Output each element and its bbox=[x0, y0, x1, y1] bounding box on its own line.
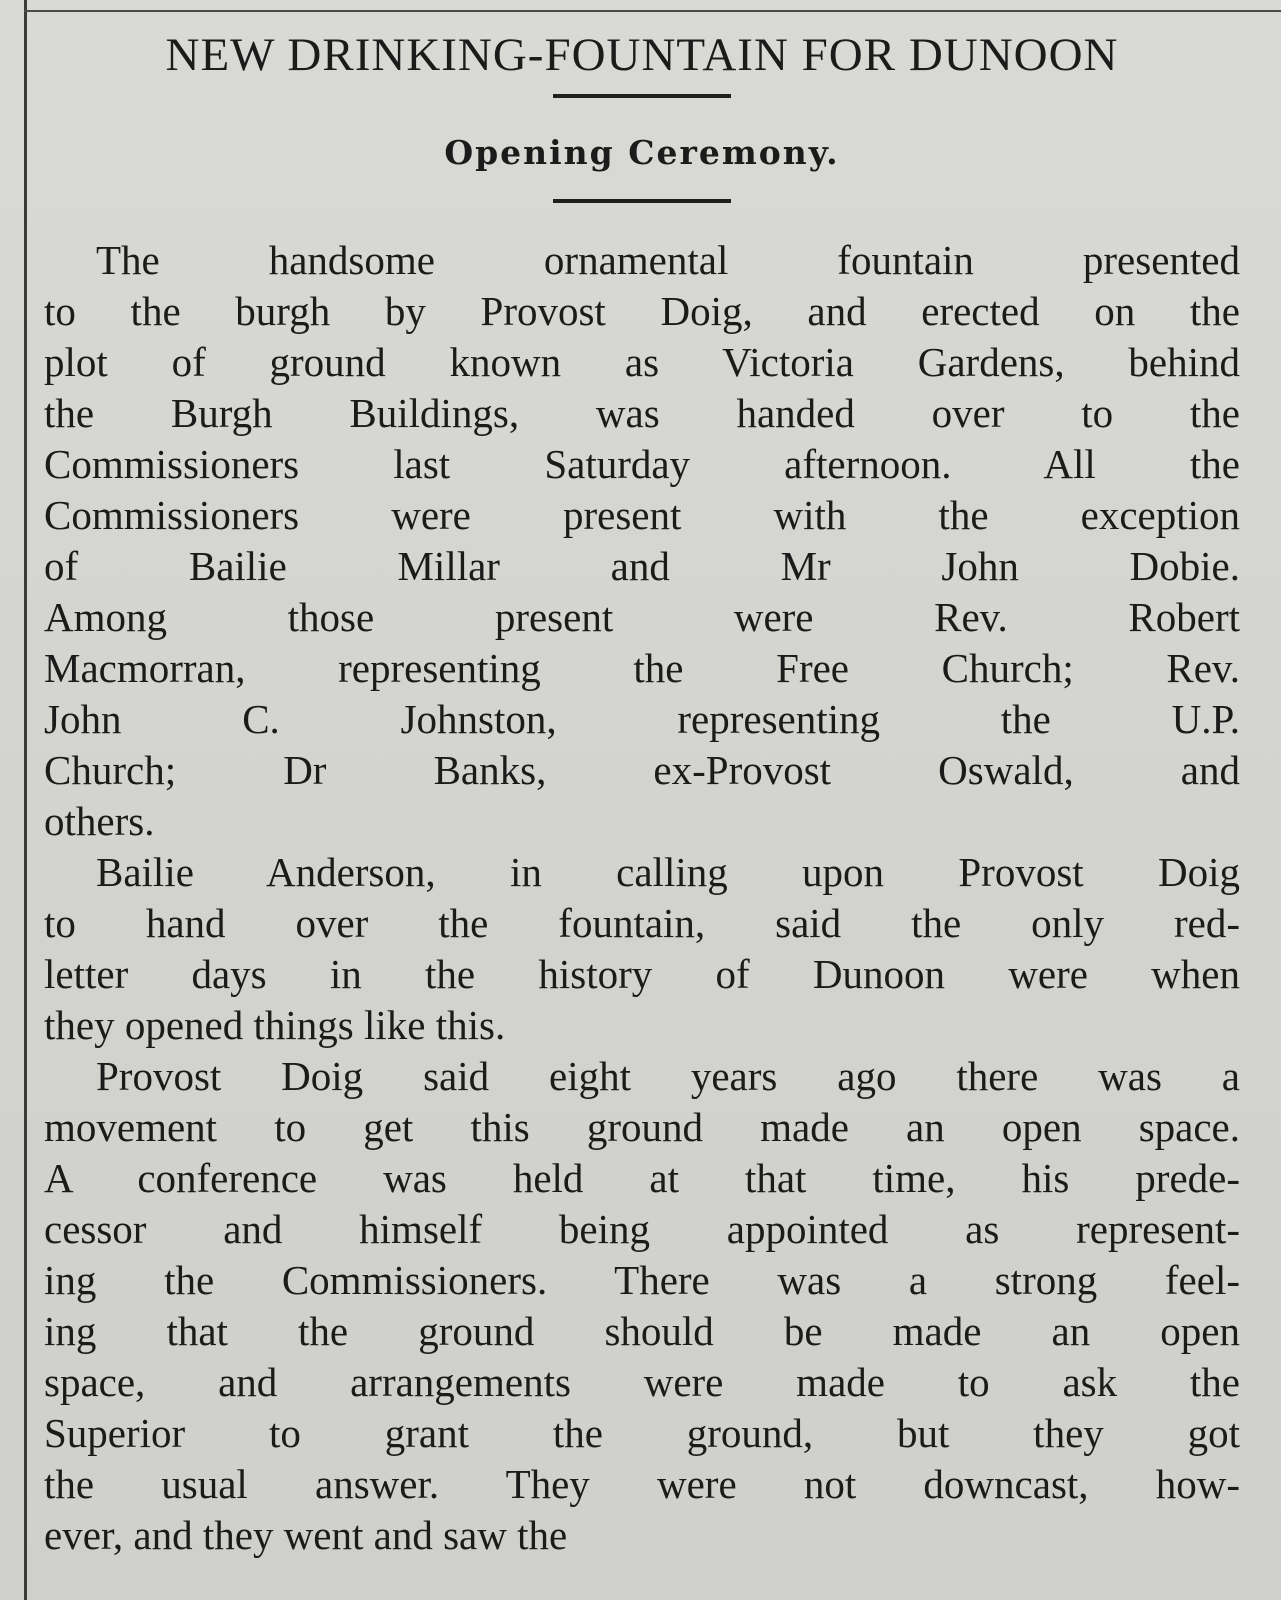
column-rule-top bbox=[24, 10, 1281, 12]
text-line: Commissioners last Saturday afternoon. All the bbox=[44, 440, 1240, 487]
text-line: ing that the ground should be made an open bbox=[44, 1307, 1240, 1354]
text-line: Provost Doig said eight years ago there was a bbox=[96, 1052, 1240, 1099]
text-line: they opened things like this. bbox=[44, 1001, 506, 1048]
text-line: Bailie Anderson, in calling upon Provost Doig bbox=[96, 848, 1240, 895]
article bbox=[44, 30, 1240, 1561]
text-line: Among those present were Rev. Robert bbox=[44, 593, 1240, 640]
text-line: Superior to grant the ground, but they got bbox=[44, 1409, 1240, 1456]
text-line: Commissioners were present with the exception bbox=[44, 491, 1240, 538]
text-line: to hand over the fountain, said the only red- bbox=[44, 899, 1240, 946]
text-line: John C. Johnston, representing the U.P. bbox=[44, 695, 1240, 742]
text-line: A conference was held at that time, his prede- bbox=[44, 1154, 1240, 1201]
text-line: to the burgh by Provost Doig, and erected on the bbox=[44, 287, 1240, 334]
article-subheadline: Opening Ceremony. bbox=[444, 132, 840, 172]
text-line: ing the Commissioners. There was a strong feel- bbox=[44, 1256, 1240, 1303]
subheadline-divider bbox=[553, 199, 731, 203]
text-line: Church; Dr Banks, ex-Provost Oswald, and bbox=[44, 746, 1240, 793]
text-line: The handsome ornamental fountain presented bbox=[96, 236, 1240, 283]
text-line: Macmorran, representing the Free Church; Rev. bbox=[44, 644, 1240, 691]
text-line: space, and arrangements were made to ask the bbox=[44, 1358, 1240, 1405]
text-line: ever, and they went and saw the bbox=[44, 1511, 568, 1558]
text-line: movement to get this ground made an open space. bbox=[44, 1103, 1240, 1150]
text-line: the Burgh Buildings, was handed over to the bbox=[44, 389, 1240, 436]
headline-divider bbox=[553, 94, 731, 98]
article-body bbox=[44, 235, 1240, 1561]
text-line: of Bailie Millar and Mr John Dobie. bbox=[44, 542, 1240, 589]
text-line: letter days in the history of Dunoon were when bbox=[44, 950, 1240, 997]
paragraph-1 bbox=[44, 235, 1240, 847]
text-line: cessor and himself being appointed as represent- bbox=[44, 1205, 1240, 1252]
paragraph-2 bbox=[44, 847, 1240, 1051]
text-line: the usual answer. They were not downcast, how- bbox=[44, 1460, 1240, 1507]
article-headline: NEW DRINKING-FOUNTAIN FOR DUNOON bbox=[165, 29, 1119, 81]
text-line: others. bbox=[44, 797, 155, 844]
column-rule-left bbox=[24, 0, 27, 1600]
text-line: plot of ground known as Victoria Gardens, behind bbox=[44, 338, 1240, 385]
paragraph-3 bbox=[44, 1051, 1240, 1561]
